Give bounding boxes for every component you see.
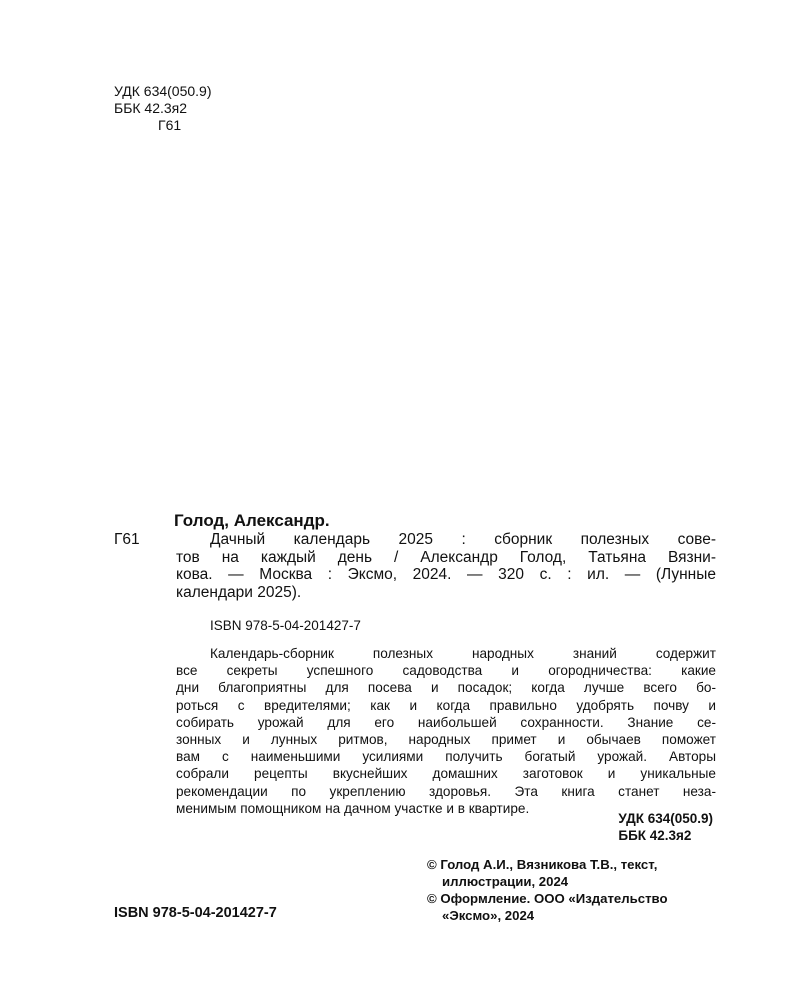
- annotation-line: менимым помощником на дачном участке и в квартире.: [176, 800, 530, 816]
- udk-code-top: УДК 634(050.9): [114, 83, 212, 99]
- annotation-line: зонных и лунных ритмов, народных примет и обычаев поможет: [176, 732, 716, 748]
- copyright-line: © Оформление. ООО «Издательство: [427, 891, 668, 906]
- isbn-bottom: ISBN 978-5-04-201427-7: [114, 905, 277, 921]
- author-code-top: Г61: [158, 117, 182, 133]
- copyright-line: © Голод А.И., Вязникова Т.В., текст,: [427, 857, 658, 872]
- annotation-line: все секреты успешного садоводства и огородничества: какие: [176, 663, 716, 679]
- copyright-line: «Эксмо», 2024: [442, 908, 535, 923]
- udk-code-bottom: УДК 634(050.9): [618, 811, 713, 826]
- title-line: тов на каждый день / Александр Голод, Татьяна Вязни-: [176, 548, 716, 566]
- author-code-margin: Г61: [114, 531, 140, 548]
- annotation-line: роться с вредителями; как и когда правильно удобрять почву и: [176, 697, 716, 713]
- annotation-line: Календарь-сборник полезных народных знаний содержит: [210, 646, 716, 661]
- annotation-line: собрали рецепты вкуснейших домашних заготовок и уникальные: [176, 766, 716, 782]
- title-line: кова. — Москва : Эксмо, 2024. — 320 с. : ил. — (Лунные: [176, 566, 716, 583]
- bibliographic-description: [176, 531, 716, 601]
- bbk-code-top: ББК 42.3я2: [114, 100, 188, 116]
- title-line: календари 2025).: [176, 583, 302, 601]
- author-heading: Голод, Александр.: [174, 511, 330, 530]
- isbn-record: ISBN 978-5-04-201427-7: [210, 618, 361, 633]
- copyright-block: [427, 856, 727, 924]
- annotation-line: собирать урожай для его наибольшей сохранности. Знание се-: [176, 714, 716, 730]
- annotation-line: рекомендации по укреплению здоровья. Эта книга станет неза-: [176, 783, 716, 799]
- bottom-codes: [618, 810, 713, 844]
- title-line: Дачный календарь 2025 : сборник полезных сове-: [210, 531, 716, 548]
- annotation-line: вам с наименьшими усилиями получить богатый урожай. Авторы: [176, 749, 716, 765]
- copyright-line: иллюстрации, 2024: [442, 874, 569, 889]
- bbk-code-bottom: ББК 42.3я2: [618, 828, 692, 843]
- annotation-line: дни благоприятны для посева и посадок; когда лучше всего бо-: [176, 680, 716, 696]
- annotation: [176, 645, 716, 817]
